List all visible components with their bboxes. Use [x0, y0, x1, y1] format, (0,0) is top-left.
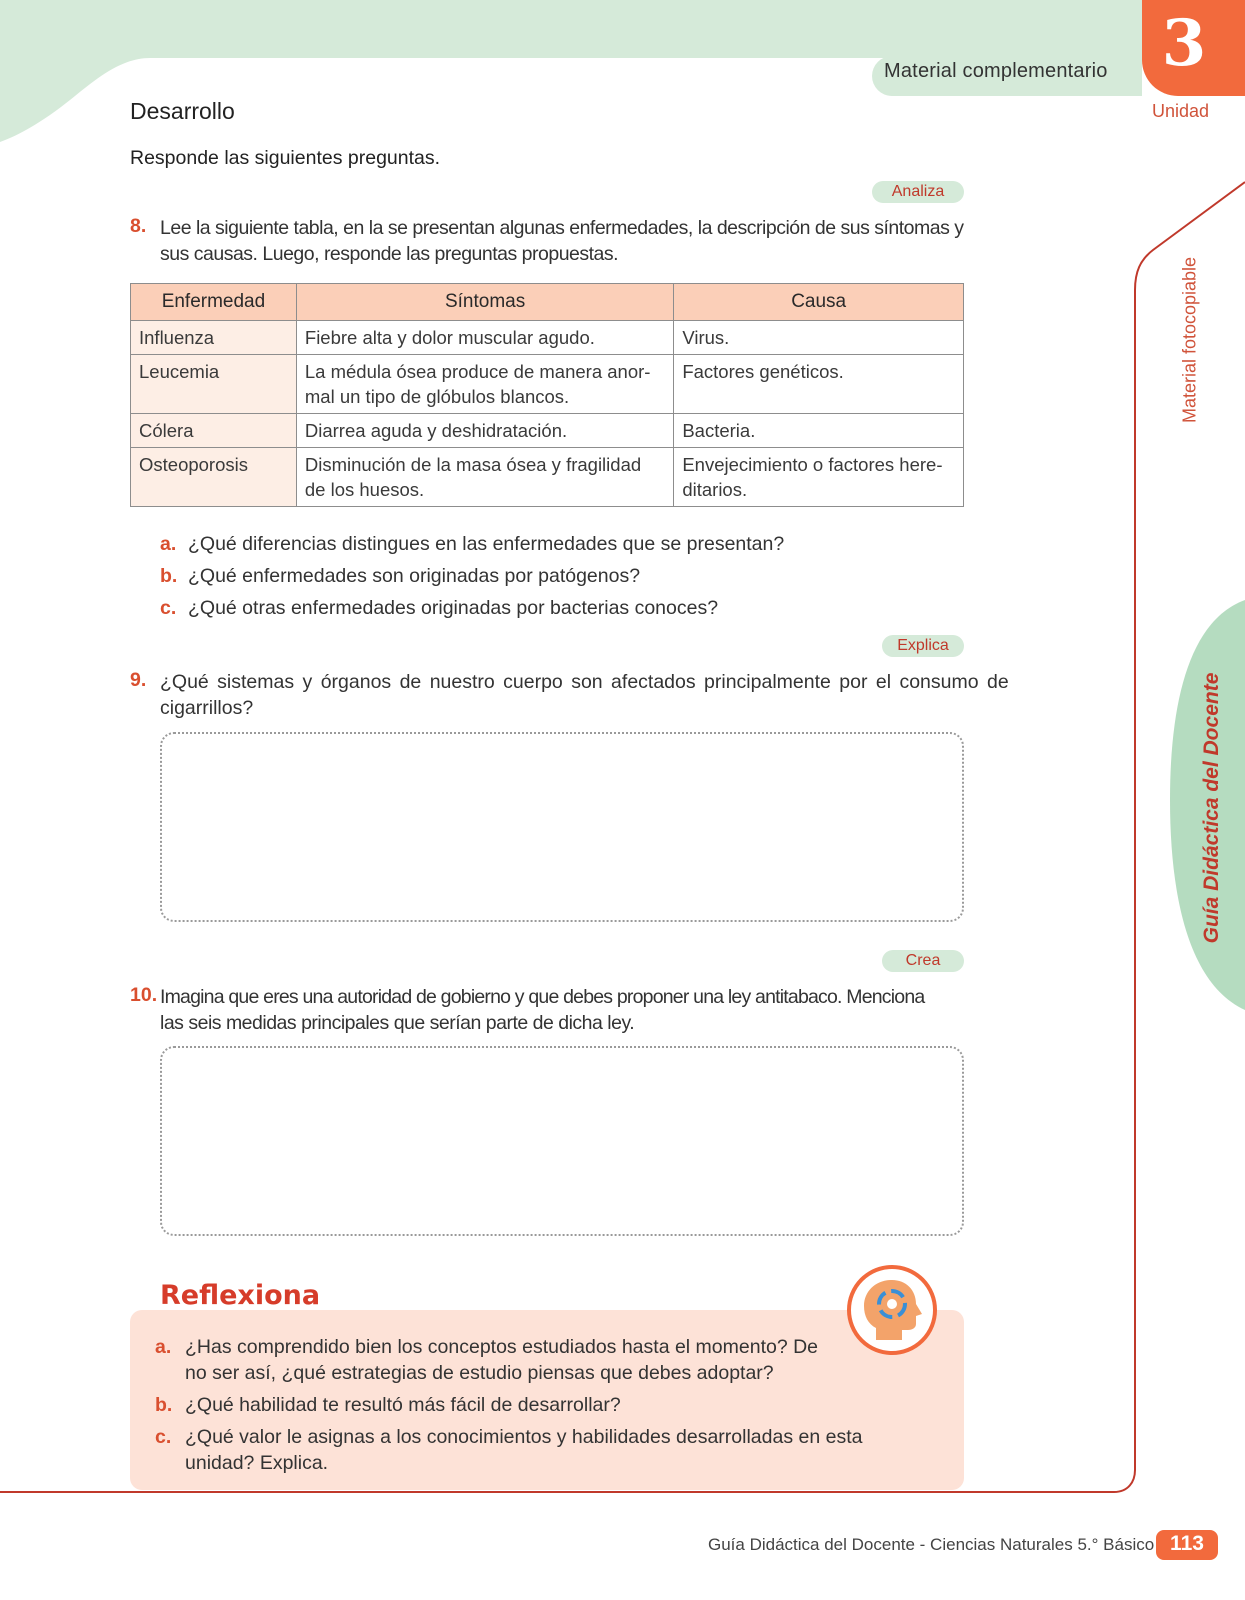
question-9-number: 9.: [130, 669, 147, 691]
diseases-table: [130, 283, 964, 507]
reflexiona-letter: b.: [155, 1394, 173, 1416]
reflexiona-item-a: [155, 1334, 935, 1386]
header-enfermedad: Enfermedad: [131, 284, 297, 321]
cause-text: Factores genéticos.: [682, 361, 844, 382]
table-row: [131, 414, 964, 448]
reflexiona-item-b: [155, 1392, 935, 1418]
symptoms-text: Disminución de la masa ósea y fragilidad: [304, 454, 642, 475]
reflexiona-title: Reflexiona: [160, 1280, 321, 1311]
reflexiona-letter: a.: [155, 1336, 172, 1358]
question-8-subquestions: [160, 528, 784, 624]
table-row: [131, 448, 964, 507]
symptoms-text: La médula ósea produce de manera anor-: [304, 361, 651, 382]
disease-cell: Influenza: [131, 321, 297, 355]
cause-cell: [674, 448, 964, 507]
footer-text: Guía Didáctica del Docente - Ciencias Naturales 5.° Básico: [708, 1535, 1155, 1554]
disease-cell: Cólera: [131, 414, 297, 448]
subquestion-text: ¿Qué otras enfermedades originadas por bacterias conoces?: [188, 597, 719, 619]
cause-text: Bacteria.: [682, 420, 756, 441]
page-number: 113: [1170, 1532, 1204, 1555]
skill-tag-analiza: Analiza: [872, 181, 964, 203]
symptoms-text: mal un tipo de glóbulos blancos.: [304, 386, 570, 407]
cause-text: ditarios.: [682, 479, 748, 500]
subquestion-c: [160, 592, 784, 624]
header-causa: Causa: [674, 284, 964, 321]
section-intro: Responde las siguientes preguntas.: [130, 147, 441, 169]
cause-text: Envejecimiento o factores here-: [682, 454, 943, 475]
symptoms-text: Fiebre alta y dolor muscular agudo.: [304, 327, 595, 348]
question-8-number: 8.: [130, 215, 147, 237]
disease-cell: Leucemia: [131, 355, 297, 414]
question-8-text: [160, 215, 966, 267]
subquestion-a: [160, 528, 784, 560]
cause-cell: [674, 321, 964, 355]
cause-cell: [674, 414, 964, 448]
subquestion-letter: a.: [160, 533, 177, 555]
photocopy-label: Material fotocopiable: [1179, 256, 1200, 424]
question-10-text: [160, 984, 966, 1036]
question-8-line-1: Lee la siguiente tabla, en la se presentan algunas enfermedades, la descripción de sus síntomas y: [160, 217, 964, 239]
reflexiona-text: unidad? Explica.: [185, 1452, 329, 1474]
guide-label: Guía Didáctica del Docente: [1200, 672, 1223, 944]
symptoms-cell: [296, 414, 673, 448]
header-sintomas: Síntomas: [296, 284, 673, 321]
subquestion-b: [160, 560, 784, 592]
table-row: [131, 355, 964, 414]
cause-text: Virus.: [682, 327, 730, 348]
reflexiona-letter: c.: [155, 1426, 172, 1448]
symptoms-cell: [296, 355, 673, 414]
reflexiona-text: ¿Qué habilidad te resultó más fácil de desarrollar?: [185, 1394, 621, 1416]
symptoms-cell: [296, 321, 673, 355]
question-9-text: [160, 669, 1009, 721]
unit-number: 3: [1161, 6, 1207, 81]
reflexiona-text: ¿Has comprendido bien los conceptos estudiados hasta el momento? De: [185, 1336, 819, 1358]
reflexiona-item-c: [155, 1424, 935, 1476]
table-header-row: [131, 284, 964, 321]
section-title: Desarrollo: [130, 98, 235, 124]
answer-box-q9[interactable]: [160, 732, 964, 922]
skill-tag-explica: Explica: [882, 635, 964, 657]
cause-cell: [674, 355, 964, 414]
question-9-line-1: ¿Qué sistemas y órganos de nuestro cuerpo son afectados principalmente por el consumo de: [160, 671, 1009, 693]
symptoms-cell: [296, 448, 673, 507]
reflexiona-list: [155, 1334, 935, 1476]
disease-cell: Osteoporosis: [131, 448, 297, 507]
section-label: Material complementario: [884, 60, 1108, 82]
reflexiona-text: no ser así, ¿qué estrategias de estudio piensas que debes adoptar?: [185, 1362, 774, 1384]
subquestion-letter: b.: [160, 565, 178, 587]
question-8-line-2: sus causas. Luego, responde las preguntas propuestas.: [160, 243, 619, 265]
subquestion-text: ¿Qué diferencias distingues en las enfermedades que se presentan?: [188, 533, 785, 555]
reflexiona-text: ¿Qué valor le asignas a los conocimientos y habilidades desarrolladas en esta: [185, 1426, 863, 1448]
subquestion-letter: c.: [160, 597, 177, 619]
answer-box-q10[interactable]: [160, 1046, 964, 1236]
symptoms-text: de los huesos.: [304, 479, 425, 500]
question-10-number: 10.: [130, 984, 158, 1006]
question-9-line-2: cigarrillos?: [160, 697, 254, 719]
symptoms-text: Diarrea aguda y deshidratación.: [304, 420, 568, 441]
table-row: [131, 321, 964, 355]
skill-tag-crea: Crea: [882, 950, 964, 972]
question-10-line-2: las seis medidas principales que serían parte de dicha ley.: [160, 1012, 635, 1034]
unit-label: Unidad: [1152, 101, 1210, 121]
subquestion-text: ¿Qué enfermedades son originadas por patógenos?: [188, 565, 641, 587]
question-10-line-1: Imagina que eres una autoridad de gobierno y que debes proponer una ley antitabaco. Menciona: [160, 986, 925, 1008]
